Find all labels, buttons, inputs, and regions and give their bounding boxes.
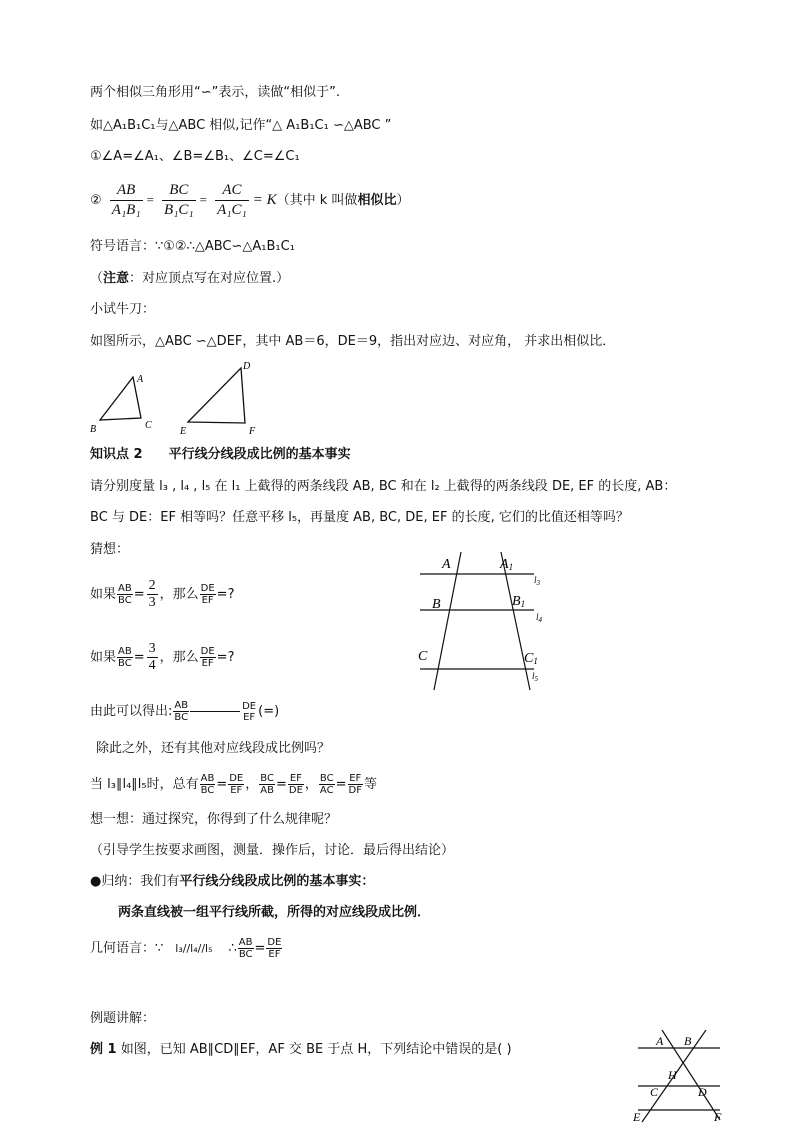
def-angles-line: ①∠A=∠A₁、∠B=∠B₁、∠C=∠C₁ xyxy=(90,149,300,164)
vertex-f-label: F xyxy=(249,426,256,437)
bullet-icon: ● xyxy=(90,874,102,889)
similarity-ratio-term: 相似比 xyxy=(357,193,397,208)
other-ratio-question: 除此之外，还有其他对应线段成比例吗？ xyxy=(96,741,331,756)
svg-text:A: A xyxy=(442,557,451,572)
guess-label: 猜想： xyxy=(90,542,130,557)
theorem-statement: 两条直线被一组平行线所截，所得的对应线段成比例． xyxy=(118,905,431,920)
svg-text:l3: $l_3$ xyxy=(534,575,541,587)
vertex-a-label: A xyxy=(137,374,144,385)
note-line: （注意：对应顶点写在对应位置.） xyxy=(90,271,290,286)
svg-text:F: F xyxy=(714,1110,722,1123)
guess-line-1: 如果 $\frac{AB}{BC}$ = $\frac{2}{3}$ ，那么 $\frac{DE}{EF}$ =? xyxy=(90,578,235,610)
def-ratio-line: ② $\frac{AB}{\text{A₁B₁}}$ = $\frac{BC}{\text{B₁C₁}}$ = $\frac{AC}{\text{A₁C₁}}$ = K（其中 k 叫做相似比） xyxy=(90,182,410,218)
try-problem: 如图所示，△ABC ∽△DEF，其中 AB＝6，DE＝9，指出对应边、对应角， 并求出相似比． xyxy=(90,334,616,349)
def-notation-line: 如△A₁B₁C₁与△ABC 相似,记作“△ A₁B₁C₁ ∽△ABC ” xyxy=(90,118,392,133)
guide-line: （引导学生按要求画图，测量．操作后，讨论．最后得出结论） xyxy=(90,843,455,858)
try-title: 小试牛刀： xyxy=(90,302,156,317)
example-1-figure xyxy=(630,1030,730,1123)
svg-text:E: E xyxy=(633,1110,641,1123)
svg-text:D: D xyxy=(698,1085,707,1099)
svg-text:B: B xyxy=(684,1034,692,1048)
think-line: 想一想：通过探究，你得到了什么规律呢？ xyxy=(90,812,338,827)
examples-heading: 例题讲解： xyxy=(90,1011,156,1026)
svg-text:C: C xyxy=(650,1085,659,1099)
vertex-e-label: E xyxy=(180,426,187,437)
vertex-c-label: C xyxy=(145,420,152,431)
derive-line: 由此可以得出: $\frac{AB}{BC}$ DE EF (=) xyxy=(90,700,280,723)
measure-task-line2: BC 与 DE：EF 相等吗？任意平移 l₅，再量度 AB, BC, DE, EF 的长度, 它们的比值还相等吗？ xyxy=(90,510,629,525)
example-1-question: 例 1 如图，已知 AB∥CD∥EF，AF 交 BE 于点 H，下列结论中错误的是( ) xyxy=(90,1042,512,1057)
ratio-fraction-ac: $\frac{AC}{\text{A₁C₁}}$ xyxy=(217,182,247,218)
svg-text:H: H xyxy=(668,1068,677,1082)
ratio-fraction-ab: $\frac{AB}{\text{A₁B₁}}$ xyxy=(111,182,141,218)
symbol-language-line: 符号语言：∵①②∴△ABC∽△A₁B₁C₁ xyxy=(90,239,295,254)
svg-text:B1: B1 xyxy=(512,594,526,609)
svg-text:A1: A1 xyxy=(500,557,514,572)
svg-text:C: C xyxy=(418,649,428,664)
svg-text:l4: $l_4$ xyxy=(536,612,543,624)
vertex-b-label: B xyxy=(90,424,97,435)
svg-text:B: B xyxy=(432,597,441,612)
geometry-language-line: 几何语言：∵ l₃//l₄//l₅ ∴ $\frac{AB}{BC}$ = $\frac{DE}{EF}$ xyxy=(90,937,282,960)
similar-triangles-figure xyxy=(88,360,268,438)
svg-text:l5: $l_5$ xyxy=(532,671,539,683)
knowledge-point-2-heading: 知识点 2 平行线分线段成比例的基本事实 xyxy=(90,447,351,462)
conclusion-line: ●归纳：我们有平行线分线段成比例的基本事实： xyxy=(90,874,375,889)
ratio-fraction-bc: $\frac{BC}{\text{B₁C₁}}$ xyxy=(164,182,194,218)
measure-task-line1: 请分别度量 l₃ , l₄ , l₅ 在 l₁ 上截得的两条线段 AB, BC 和在 l₂ 上截得的两条线段 DE, EF 的长度, AB： xyxy=(90,479,677,494)
svg-text:C1: C1 xyxy=(524,651,538,666)
parallel-lines-figure xyxy=(414,552,554,692)
circle-2-label: ② xyxy=(90,193,102,208)
svg-text:A: A xyxy=(656,1034,664,1048)
def-symbol-line: 两个相似三角形用“∽”表示，读做“相似于”. xyxy=(90,85,340,100)
always-proportional-line: 当 l₃∥l₄∥l₅时，总有 $\frac{AB}{BC}$ = $\frac{DE}{EF}$ ， $\frac{BC}{AB}$ = $\frac{EF}{DE}$ ， $\frac{BC}{AC}$ = $\frac{EF}{DF}$ 等 xyxy=(90,773,377,796)
guess-line-2: 如果 $\frac{AB}{BC}$ = $\frac{3}{4}$ ，那么 $\frac{DE}{EF}$ =? xyxy=(90,641,235,673)
vertex-d-label: D xyxy=(243,361,251,372)
